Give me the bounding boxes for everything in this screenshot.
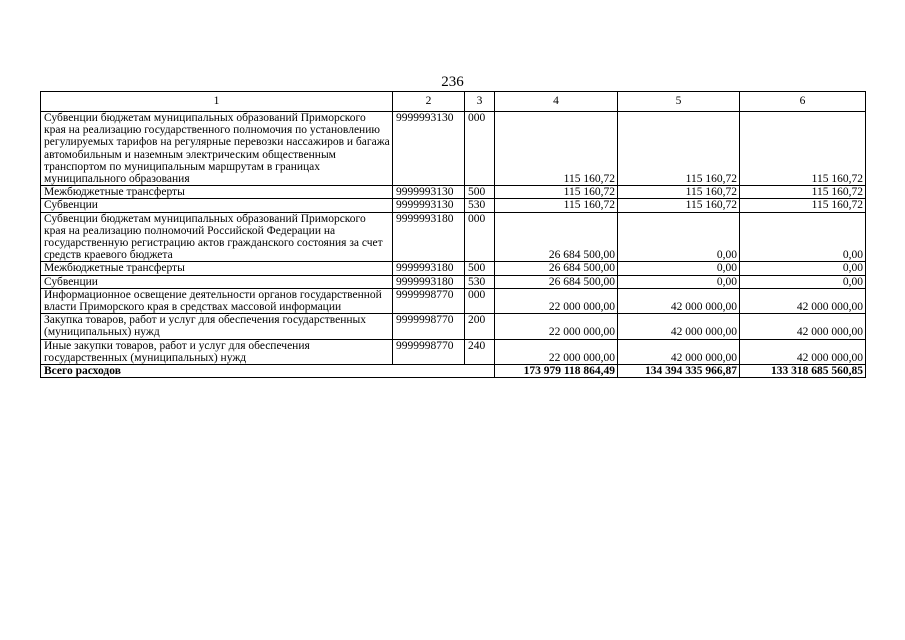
amount-col-6: 42 000 000,00 bbox=[740, 288, 866, 313]
amount-col-5: 42 000 000,00 bbox=[618, 288, 740, 313]
header-col-6: 6 bbox=[740, 92, 866, 112]
target-article-code: 9999993180 bbox=[393, 262, 465, 275]
amount-col-5: 0,00 bbox=[618, 275, 740, 288]
total-col-4: 173 979 118 864,49 bbox=[495, 365, 618, 378]
expense-type-code: 240 bbox=[465, 339, 495, 364]
expense-type-code: 000 bbox=[465, 288, 495, 313]
amount-col-4: 22 000 000,00 bbox=[495, 314, 618, 339]
amount-col-4: 22 000 000,00 bbox=[495, 288, 618, 313]
amount-col-4: 115 160,72 bbox=[495, 112, 618, 186]
header-col-2: 2 bbox=[393, 92, 465, 112]
amount-col-6: 0,00 bbox=[740, 212, 866, 262]
target-article-code: 9999993180 bbox=[393, 275, 465, 288]
amount-col-6: 0,00 bbox=[740, 262, 866, 275]
amount-col-4: 115 160,72 bbox=[495, 199, 618, 212]
target-article-code: 9999993130 bbox=[393, 186, 465, 199]
amount-col-4: 26 684 500,00 bbox=[495, 212, 618, 262]
amount-col-6: 115 160,72 bbox=[740, 199, 866, 212]
page-number: 236 bbox=[441, 74, 464, 90]
row-name: Межбюджетные трансферты bbox=[41, 186, 393, 199]
header-col-1: 1 bbox=[41, 92, 393, 112]
table-row bbox=[41, 275, 866, 288]
row-name: Закупка товаров, работ и услуг для обеспечения государственных (муниципальных) нужд bbox=[41, 314, 393, 339]
header-col-3: 3 bbox=[465, 92, 495, 112]
table-row bbox=[41, 112, 866, 186]
amount-col-6: 42 000 000,00 bbox=[740, 339, 866, 364]
target-article-code: 9999993130 bbox=[393, 199, 465, 212]
total-col-5: 134 394 335 966,87 bbox=[618, 365, 740, 378]
total-col-6: 133 318 685 560,85 bbox=[740, 365, 866, 378]
row-name: Межбюджетные трансферты bbox=[41, 262, 393, 275]
amount-col-4: 22 000 000,00 bbox=[495, 339, 618, 364]
target-article-code: 9999998770 bbox=[393, 339, 465, 364]
expense-type-code: 530 bbox=[465, 199, 495, 212]
table-row bbox=[41, 339, 866, 364]
table-row bbox=[41, 314, 866, 339]
target-article-code: 9999993180 bbox=[393, 212, 465, 262]
target-article-code: 9999998770 bbox=[393, 288, 465, 313]
row-name: Субвенции bbox=[41, 275, 393, 288]
total-row bbox=[41, 365, 866, 378]
table-row bbox=[41, 199, 866, 212]
amount-col-5: 0,00 bbox=[618, 262, 740, 275]
target-article-code: 9999998770 bbox=[393, 314, 465, 339]
amount-col-5: 42 000 000,00 bbox=[618, 314, 740, 339]
expense-type-code: 000 bbox=[465, 112, 495, 186]
amount-col-5: 115 160,72 bbox=[618, 186, 740, 199]
amount-col-6: 115 160,72 bbox=[740, 186, 866, 199]
row-name: Субвенции бюджетам муниципальных образований Приморского края на реализацию полномочий Российской Федерации на государственную регистрацию актов гражданского состояния за счет средств краевого бюджета bbox=[41, 212, 393, 262]
amount-col-5: 42 000 000,00 bbox=[618, 339, 740, 364]
amount-col-6: 115 160,72 bbox=[740, 112, 866, 186]
table-row bbox=[41, 186, 866, 199]
expenditure-table bbox=[40, 91, 866, 378]
expense-type-code: 500 bbox=[465, 186, 495, 199]
expense-type-code: 200 bbox=[465, 314, 495, 339]
table-row bbox=[41, 288, 866, 313]
table-row bbox=[41, 262, 866, 275]
amount-col-6: 42 000 000,00 bbox=[740, 314, 866, 339]
row-name: Иные закупки товаров, работ и услуг для обеспечения государственных (муниципальных) нужд bbox=[41, 339, 393, 364]
row-name: Информационное освещение деятельности органов государственной власти Приморского края в средствах массовой информации bbox=[41, 288, 393, 313]
row-name: Субвенции bbox=[41, 199, 393, 212]
row-name: Субвенции бюджетам муниципальных образований Приморского края на реализацию государственного полномочия по установлению регулируемых тарифов на регулярные перевозки нассажиров и багажа автомобильным и наземным электрическим общественным транспортом по муниципальным маршрутам в границах муниципального образования bbox=[41, 112, 393, 186]
amount-col-5: 115 160,72 bbox=[618, 112, 740, 186]
amount-col-4: 26 684 500,00 bbox=[495, 275, 618, 288]
expense-type-code: 530 bbox=[465, 275, 495, 288]
header-col-4: 4 bbox=[495, 92, 618, 112]
amount-col-4: 26 684 500,00 bbox=[495, 262, 618, 275]
table-header-row bbox=[41, 92, 866, 112]
amount-col-5: 115 160,72 bbox=[618, 199, 740, 212]
amount-col-5: 0,00 bbox=[618, 212, 740, 262]
total-label: Всего расходов bbox=[41, 365, 495, 378]
table-row bbox=[41, 212, 866, 262]
target-article-code: 9999993130 bbox=[393, 112, 465, 186]
header-col-5: 5 bbox=[618, 92, 740, 112]
amount-col-6: 0,00 bbox=[740, 275, 866, 288]
expense-type-code: 000 bbox=[465, 212, 495, 262]
expense-type-code: 500 bbox=[465, 262, 495, 275]
amount-col-4: 115 160,72 bbox=[495, 186, 618, 199]
